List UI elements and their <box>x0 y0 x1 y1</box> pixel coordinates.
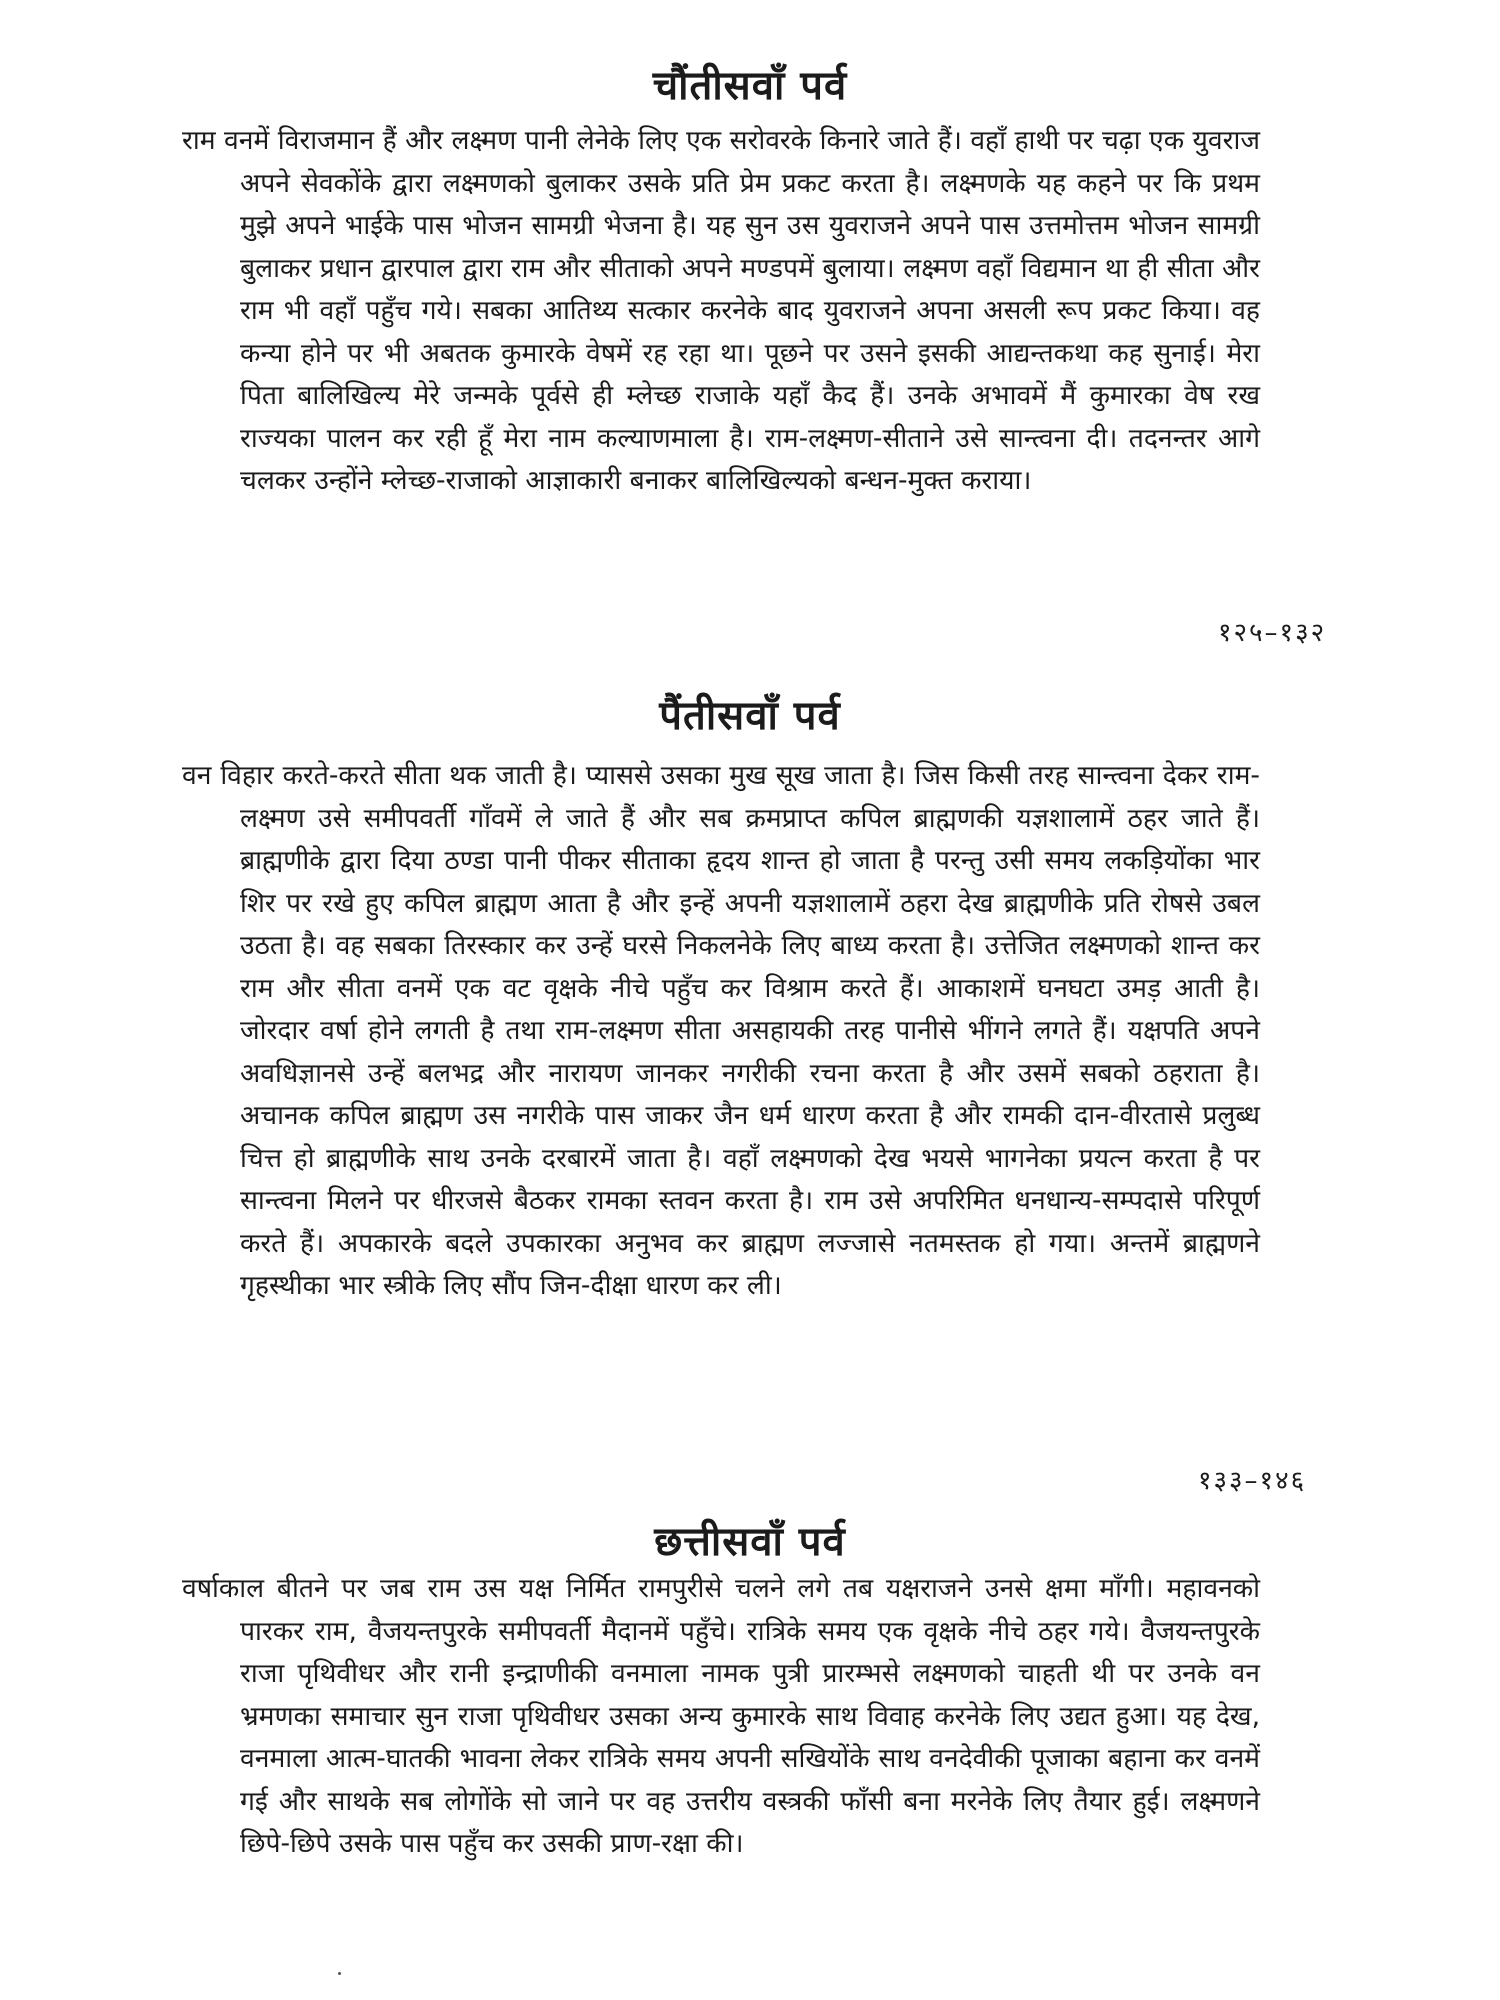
verse-range-35: १३३–१४६ <box>1198 1466 1307 1496</box>
section-paragraph-36: वर्षाकाल बीतने पर जब राम उस यक्ष निर्मित रामपुरीसे चलने लगे तब यक्षराजने उनसे क्षमा माँगी। महावनको पारकर राम, वैजयन्तपुरके समीपवर्ती मैदानमें पहुँचे। रात्रिके समय एक वृक्षके नीचे ठहर गये। वैजयन्तपुरके राजा पृथिवीधर और रानी इन्द्राणीकी वनमाला नामक पुत्री प्रारम्भसे लक्ष्मणको चाहती थी पर उनके वन भ्रमणका समाचार सुन राजा पृथिवीधर उसका अन्य कुमारके साथ विवाह करनेके लिए उद्यत हुआ। यह देख, वनमाला आत्म-घातकी भावना लेकर रात्रिके समय अपनी सखियोंके साथ वनदेवीकी पूजाका बहाना कर वनमें गई और साथके सब लोगोंके सो जाने पर वह उत्तरीय वस्त्रकी फाँसी बना मरनेके लिए तैयार हुई। लक्ष्मणने छिपे-छिपे उसके पास पहुँच कर उसकी प्राण-रक्षा की। <box>182 1573 1260 1859</box>
verse-range-34: १२५–१३२ <box>1218 618 1327 648</box>
section-heading-36: छत्तीसवाँ पर्व <box>654 1519 846 1565</box>
page-speck <box>338 1972 341 1975</box>
section-paragraph-34: राम वनमें विराजमान हैं और लक्ष्मण पानी लेनेके लिए एक सरोवरके किनारे जाते हैं। वहाँ हाथी पर चढ़ा एक युवराज अपने सेवकोंके द्वारा लक्ष्मणको बुलाकर उसके प्रति प्रेम प्रकट करता है। लक्ष्मणके यह कहने पर कि प्रथम मुझे अपने भाईके पास भोजन सामग्री भेजना है। यह सुन उस युवराजने अपने पास उत्तमोत्तम भोजन सामग्री बुलाकर प्रधान द्वारपाल द्वारा राम और सीताको अपने मण्डपमें बुलाया। लक्ष्मण वहाँ विद्यमान था ही सीता और राम भी वहाँ पहुँच गये। सबका आतिथ्य सत्कार करनेके बाद युवराजने अपना असली रूप प्रकट किया। वह कन्या होने पर भी अबतक कुमारके वेषमें रह रहा था। पूछने पर उसने इसकी आद्यन्तकथा कह सुनाई। मेरा पिता बालिखिल्य मेरे जन्मके पूर्वसे ही म्लेच्छ राजाके यहाँ कैद हैं। उनके अभावमें मैं कुमारका वेष रख राज्यका पालन कर रही हूँ मेरा नाम कल्याणमाला है। राम-लक्ष्मण-सीताने उसे सान्त्वना दी। तदनन्तर आगे चलकर उन्होंने म्लेच्छ-राजाको आज्ञाकारी बनाकर बालिखिल्यको बन्धन-मुक्त कराया। <box>182 125 1260 496</box>
section-heading-35: पैंतीसवाँ पर्व <box>659 693 841 739</box>
section-heading-34: चौंतीसवाँ पर्व <box>652 63 848 109</box>
section-paragraph-35: वन विहार करते-करते सीता थक जाती है। प्याससे उसका मुख सूख जाता है। जिस किसी तरह सान्त्वना देकर राम-लक्ष्मण उसे समीपवर्ती गाँवमें ले जाते हैं और सब क्रमप्राप्त कपिल ब्राह्मणकी यज्ञशालामें ठहर जाते हैं। ब्राह्मणीके द्वारा दिया ठण्डा पानी पीकर सीताका हृदय शान्त हो जाता है परन्तु उसी समय लकड़ियोंका भार शिर पर रखे हुए कपिल ब्राह्मण आता है और इन्हें अपनी यज्ञशालामें ठहरा देख ब्राह्मणीके प्रति रोषसे उबल उठता है। वह सबका तिरस्कार कर उन्हें घरसे निकलनेके लिए बाध्य करता है। उत्तेजित लक्ष्मणको शान्त कर राम और सीता वनमें एक वट वृक्षके नीचे पहुँच कर विश्राम करते हैं। आकाशमें घनघटा उमड़ आती है। जोरदार वर्षा होने लगती है तथा राम-लक्ष्मण सीता असहायकी तरह पानीसे भींगने लगते हैं। यक्षपति अपने अवधिज्ञानसे उन्हें बलभद्र और नारायण जानकर नगरीकी रचना करता है और उसमें सबको ठहराता है। अचानक कपिल ब्राह्मण उस नगरीके पास जाकर जैन धर्म धारण करता है और रामकी दान-वीरतासे प्रलुब्ध चित्त हो ब्राह्मणीके साथ उनके दरबारमें जाता है। वहाँ लक्ष्मणको देख भयसे भागनेका प्रयत्न करता है पर सान्त्वना मिलने पर धीरजसे बैठकर रामका स्तवन करता है। राम उसे अपरिमित धनधान्य-सम्पदासे परिपूर्ण करते हैं। अपकारके बदले उपकारका अनुभव कर ब्राह्मण लज्जासे नतमस्तक हो गया। अन्तमें ब्राह्मणने गृहस्थीका भार स्त्रीके लिए सौंप जिन-दीक्षा धारण कर ली। <box>182 760 1260 1301</box>
